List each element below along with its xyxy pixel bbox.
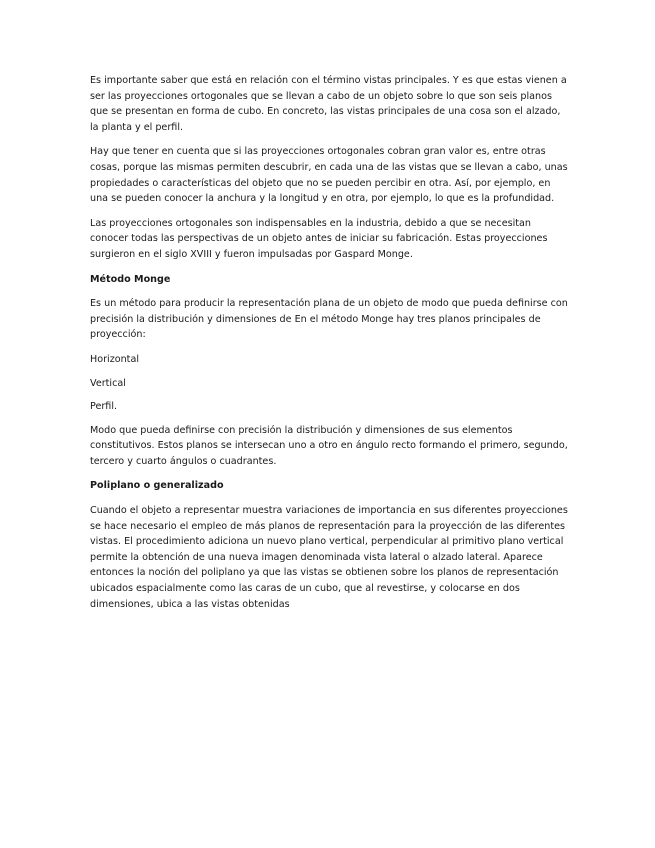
heading-poliplano: Poliplano o generalizado (90, 480, 224, 492)
paragraph-proyecciones-valor: Hay que tener en cuenta que si las proyecciones ortogonales cobran gran valor es, entre otras cosas, porque las mismas permiten descubrir, en cada una de las vistas que se llevan a cabo, unas propiedades o características del objeto que no se pueden percibir en otra. Así, por ejemplo, en una se pueden conocer la anchura y la longitud y en otra, por ejemplo, lo que es la profundidad. (90, 146, 568, 205)
list-item-perfil: Perfil. (90, 401, 118, 413)
heading-metodo-monge: Método Monge (90, 273, 171, 285)
paragraph-vistas-principales: Es importante saber que está en relación con el término vistas principales. Y es que estas vienen a ser las proyecciones ortogonales que se llevan a cabo de un objeto sobre lo que son seis planos que se presentan en forma de cubo. En concreto, las vistas principales de una cosa son el alzado, la planta y el perfil. (90, 75, 567, 133)
list-item-vertical: Vertical (90, 377, 126, 389)
document-page (90, 73, 570, 621)
paragraph-cuadrantes: Modo que pueda definirse con precisión la distribución y dimensiones de sus elementos constitutivos. Estos planos se intersecan uno a otro en ángulo recto formando el primero, segundo, tercero y cuarto ángulos o cuadrantes. (90, 424, 568, 467)
paragraph-metodo-definicion: Es un método para producir la representación plana de un objeto de modo que pueda definirse con precisión la distribución y dimensiones de En el método Monge hay tres planos principales de proyección: (90, 298, 568, 341)
list-item-horizontal: Horizontal (90, 353, 139, 365)
paragraph-poliplano: Cuando el objeto a representar muestra variaciones de importancia en sus diferentes proyecciones se hace necesario el empleo de más planos de representación para la proyección de las diferentes vistas. El procedimiento adiciona un nuevo plano vertical, perpendicular al primitivo plano vertical permite la obtención de una nueva imagen denominada vista lateral o alzado lateral. Aparece entonces la noción del poliplano ya que las vistas se obtienen sobre los planos de representación ubicados espacialmente como las caras de un cubo, que al revestirse, y colocarse en dos dimensiones, ubica a las vistas obtenidas (90, 505, 568, 610)
paragraph-industria: Las proyecciones ortogonales son indispensables en la industria, debido a que se necesitan conocer todas las perspectivas de un objeto antes de iniciar su fabricación. Estas proyecciones surgieron en el siglo XVIII y fueron impulsadas por Gaspard Monge. (90, 217, 548, 260)
